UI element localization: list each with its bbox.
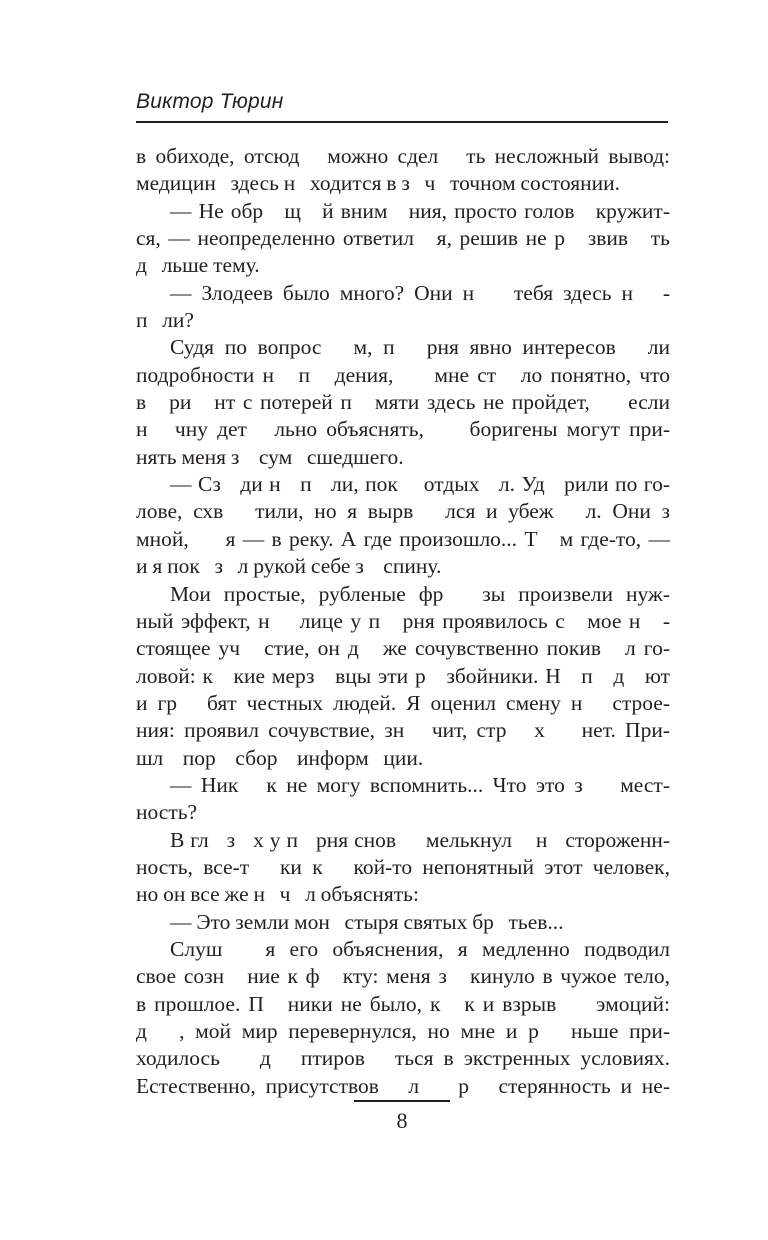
text-line: ность? — [136, 800, 198, 825]
text-line: — Это земли мон стыря святых бр тьев... — [170, 909, 564, 934]
text-line: Естественно, присутствов л р стерянность и не- — [136, 1073, 670, 1098]
text-line: Судя по вопрос м, п рня явно интересов ли — [170, 335, 670, 360]
header-rule — [136, 121, 668, 123]
text-line: — Ник к не могу вспомнить... Что это з мест- — [170, 772, 670, 797]
running-head: Виктор Тюрин — [136, 90, 284, 113]
text-line: стоящее уч стие, он д же сочувственно покив л го- — [136, 636, 670, 661]
text-line: ность, все-т ки к кой-то непонятный этот человек, — [136, 854, 670, 879]
text-line: подробности н п дения, мне ст ло понятно, что — [136, 362, 670, 387]
text-line: но он все же н ч л объяснять: — [136, 882, 419, 907]
body-text — [136, 143, 670, 1100]
text-line: шл пор сбор информ ции. — [136, 745, 424, 770]
footer-rule — [354, 1100, 450, 1102]
text-line: п ли? — [136, 308, 194, 333]
text-line: ловой: к кие мерз вцы эти р збойники. Н п д ют — [136, 663, 670, 688]
text-line: ся, — неопределенно ответил я, решив не р звив ть — [136, 226, 670, 251]
text-line: в прошлое. П ники не было, к к и взрыв эмоций: — [136, 991, 670, 1016]
text-line: в ри нт с потерей п мяти здесь не пройдет, если — [136, 390, 670, 415]
text-line: в обиходе, отсюд можно сдел ть несложный вывод: — [136, 144, 670, 168]
text-line: ходилось д птиров ться в экстренных условиях. — [136, 1046, 670, 1071]
text-line: и гр бят честных людей. Я оценил смену н строе- — [136, 690, 670, 715]
text-line: В гл з х у п рня снов мелькнул н стороженн- — [170, 827, 670, 852]
text-line: нять меня з сум сшедшего. — [136, 444, 404, 469]
text-line: и я пок з л рукой себе з спину. — [136, 554, 442, 579]
text-line: медицин здесь н ходится в з ч точном состоянии. — [136, 171, 621, 196]
text-line: Слуш я его объяснения, я медленно подводил — [170, 936, 670, 961]
text-line: мной, я — в реку. А где произошло... Т м где-то, — — [136, 526, 670, 551]
page-number: 8 — [396, 1108, 408, 1133]
text-line: Мои простые, рубленые фр зы произвели нуж- — [170, 581, 670, 606]
text-line: д , мой мир перевернулся, но мне и р ньше при- — [136, 1019, 670, 1043]
text-line: свое созн ние к ф кту: меня з кинуло в чужое тело, — [136, 964, 670, 989]
text-line: — Злодеев было много? Они н тебя здесь н - — [170, 280, 670, 305]
text-line: — Сз ди н п ли, пок отдых л. Уд рили по го- — [170, 472, 670, 497]
text-line: — Не обр щ й вним ния, просто голов кружит- — [170, 198, 670, 223]
text-line: ный эффект, н лице у п рня проявилось с мое н - — [136, 608, 670, 633]
text-line: ния: проявил сочувствие, зн чит, стр х нет. При- — [136, 718, 670, 743]
text-line: д льше тему. — [136, 253, 260, 278]
text-line: лове, схв тили, но я вырв лся и убеж л. Они з — [136, 499, 670, 524]
text-line: н чну дет льно объяснять, боригены могут при- — [136, 417, 670, 442]
